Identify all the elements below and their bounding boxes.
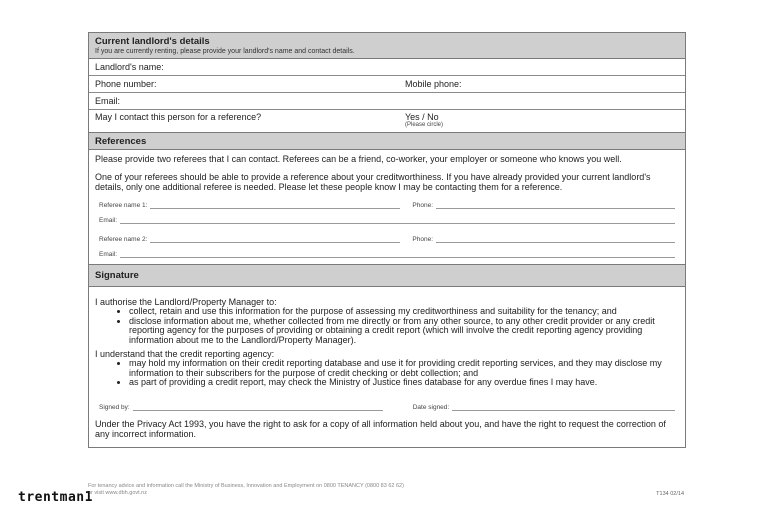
references-section-title: References <box>95 136 147 147</box>
referee-1-phone-label: Phone: <box>412 202 434 209</box>
signed-by-field[interactable] <box>133 402 383 411</box>
authorise-item: • collect, retain and use this information for the purpose of assessing my creditworthiness and suitability for the tenancy; and <box>129 307 677 317</box>
referee-1-email-line[interactable] <box>89 215 685 224</box>
landlord-name-label: Landlord's name: <box>95 62 164 72</box>
signature-section-title: Signature <box>95 270 139 281</box>
landlord-phone-label: Phone number: <box>95 79 157 89</box>
authorise-list <box>89 307 685 345</box>
signed-by-label: Signed by: <box>99 403 130 411</box>
yes-no-text: Yes / No <box>405 112 439 122</box>
signature-section-header <box>89 265 685 287</box>
footer-line-1: For tenancy advice and information call the Ministry of Business, Innovation and Employment on 0800 TENANCY (0800 83 62 62) <box>88 483 404 489</box>
authorise-item: • disclose information about me, whether collected from me directly or from any other source, to any other credit provider or any credit reporting agency for the purposes of providing or obtaining a credit report (which will involve the credit reporting agency providing information about me to the Landlord/Property Manager). <box>129 317 677 346</box>
referee-2-phone-label: Phone: <box>412 236 434 243</box>
form-code: T134 02/14 <box>656 491 684 497</box>
referee-1-label: Referee name 1: <box>99 202 148 209</box>
tenancy-form <box>88 32 686 448</box>
please-circle-note: (Please circle) <box>405 122 444 128</box>
date-signed-label: Date signed: <box>412 403 450 411</box>
referee-1-phone-field[interactable] <box>436 200 675 209</box>
referee-2-email-field[interactable] <box>120 249 675 258</box>
referee-1-email-field[interactable] <box>120 215 675 224</box>
understand-item: • as part of providing a credit report, may check the Ministry of Justice fines database for any overdue fines I may have. <box>129 378 677 388</box>
landlord-section-subtitle: If you are currently renting, please provide your landlord's name and contact details. <box>95 48 355 55</box>
referee-2-phone-field[interactable] <box>436 234 675 243</box>
landlord-name-row[interactable] <box>89 59 685 76</box>
referee-1-email-label: Email: <box>99 217 118 224</box>
referee-1-field[interactable] <box>150 200 400 209</box>
referee-2-email-line[interactable] <box>89 249 685 258</box>
referee-2-email-label: Email: <box>99 251 118 258</box>
date-signed-field[interactable] <box>452 402 675 411</box>
signature-lines <box>89 402 685 411</box>
contact-question: May I contact this person for a reference? <box>95 112 262 122</box>
yes-no-choice[interactable] <box>405 112 679 129</box>
landlord-contact-row <box>89 110 685 133</box>
authorise-text: I authorise the Landlord/Property Manager to: <box>95 297 277 307</box>
understand-list <box>89 359 685 388</box>
privacy-statement: Under the Privacy Act 1993, you have the right to ask for a copy of all information held about you, and have the right to request the correction of any incorrect information. <box>95 418 666 439</box>
landlord-email-row[interactable] <box>89 93 685 110</box>
referee-2-label: Referee name 2: <box>99 236 148 243</box>
signature-body <box>89 287 685 447</box>
referee-2-field[interactable] <box>150 234 400 243</box>
references-para-1: Please provide two referees that I can contact. Referees can be a friend, co-worker, your employer or someone who knows you well. <box>95 154 622 164</box>
footer-line-2: or visit www.dbh.govt.nz <box>88 490 147 496</box>
landlord-section-title: Current landlord's details <box>95 36 210 47</box>
watermark-text: trentman1 <box>18 490 93 505</box>
page-footer <box>88 483 684 497</box>
landlord-section-header <box>89 33 685 59</box>
references-section-header <box>89 133 685 150</box>
references-body <box>89 154 685 265</box>
references-para-2: One of your referees should be able to provide a reference about your creditworthiness. If you have already provided your current landlord's details, only one additional referee is needed. Please let these people know I may be contacting them for a reference. <box>95 172 651 192</box>
referee-1-line[interactable] <box>89 200 685 209</box>
landlord-mobile-label: Mobile phone: <box>405 79 462 89</box>
referee-2-line[interactable] <box>89 234 685 243</box>
understand-item: • may hold my information on their credit reporting database and use it for providing credit reporting services, and they may disclose my information to their subscribers for the purpose of credit checking or debt collection; and <box>129 359 677 378</box>
landlord-email-label: Email: <box>95 96 121 106</box>
landlord-phone-row[interactable] <box>89 76 685 93</box>
understand-text: I understand that the credit reporting agency: <box>95 349 275 359</box>
